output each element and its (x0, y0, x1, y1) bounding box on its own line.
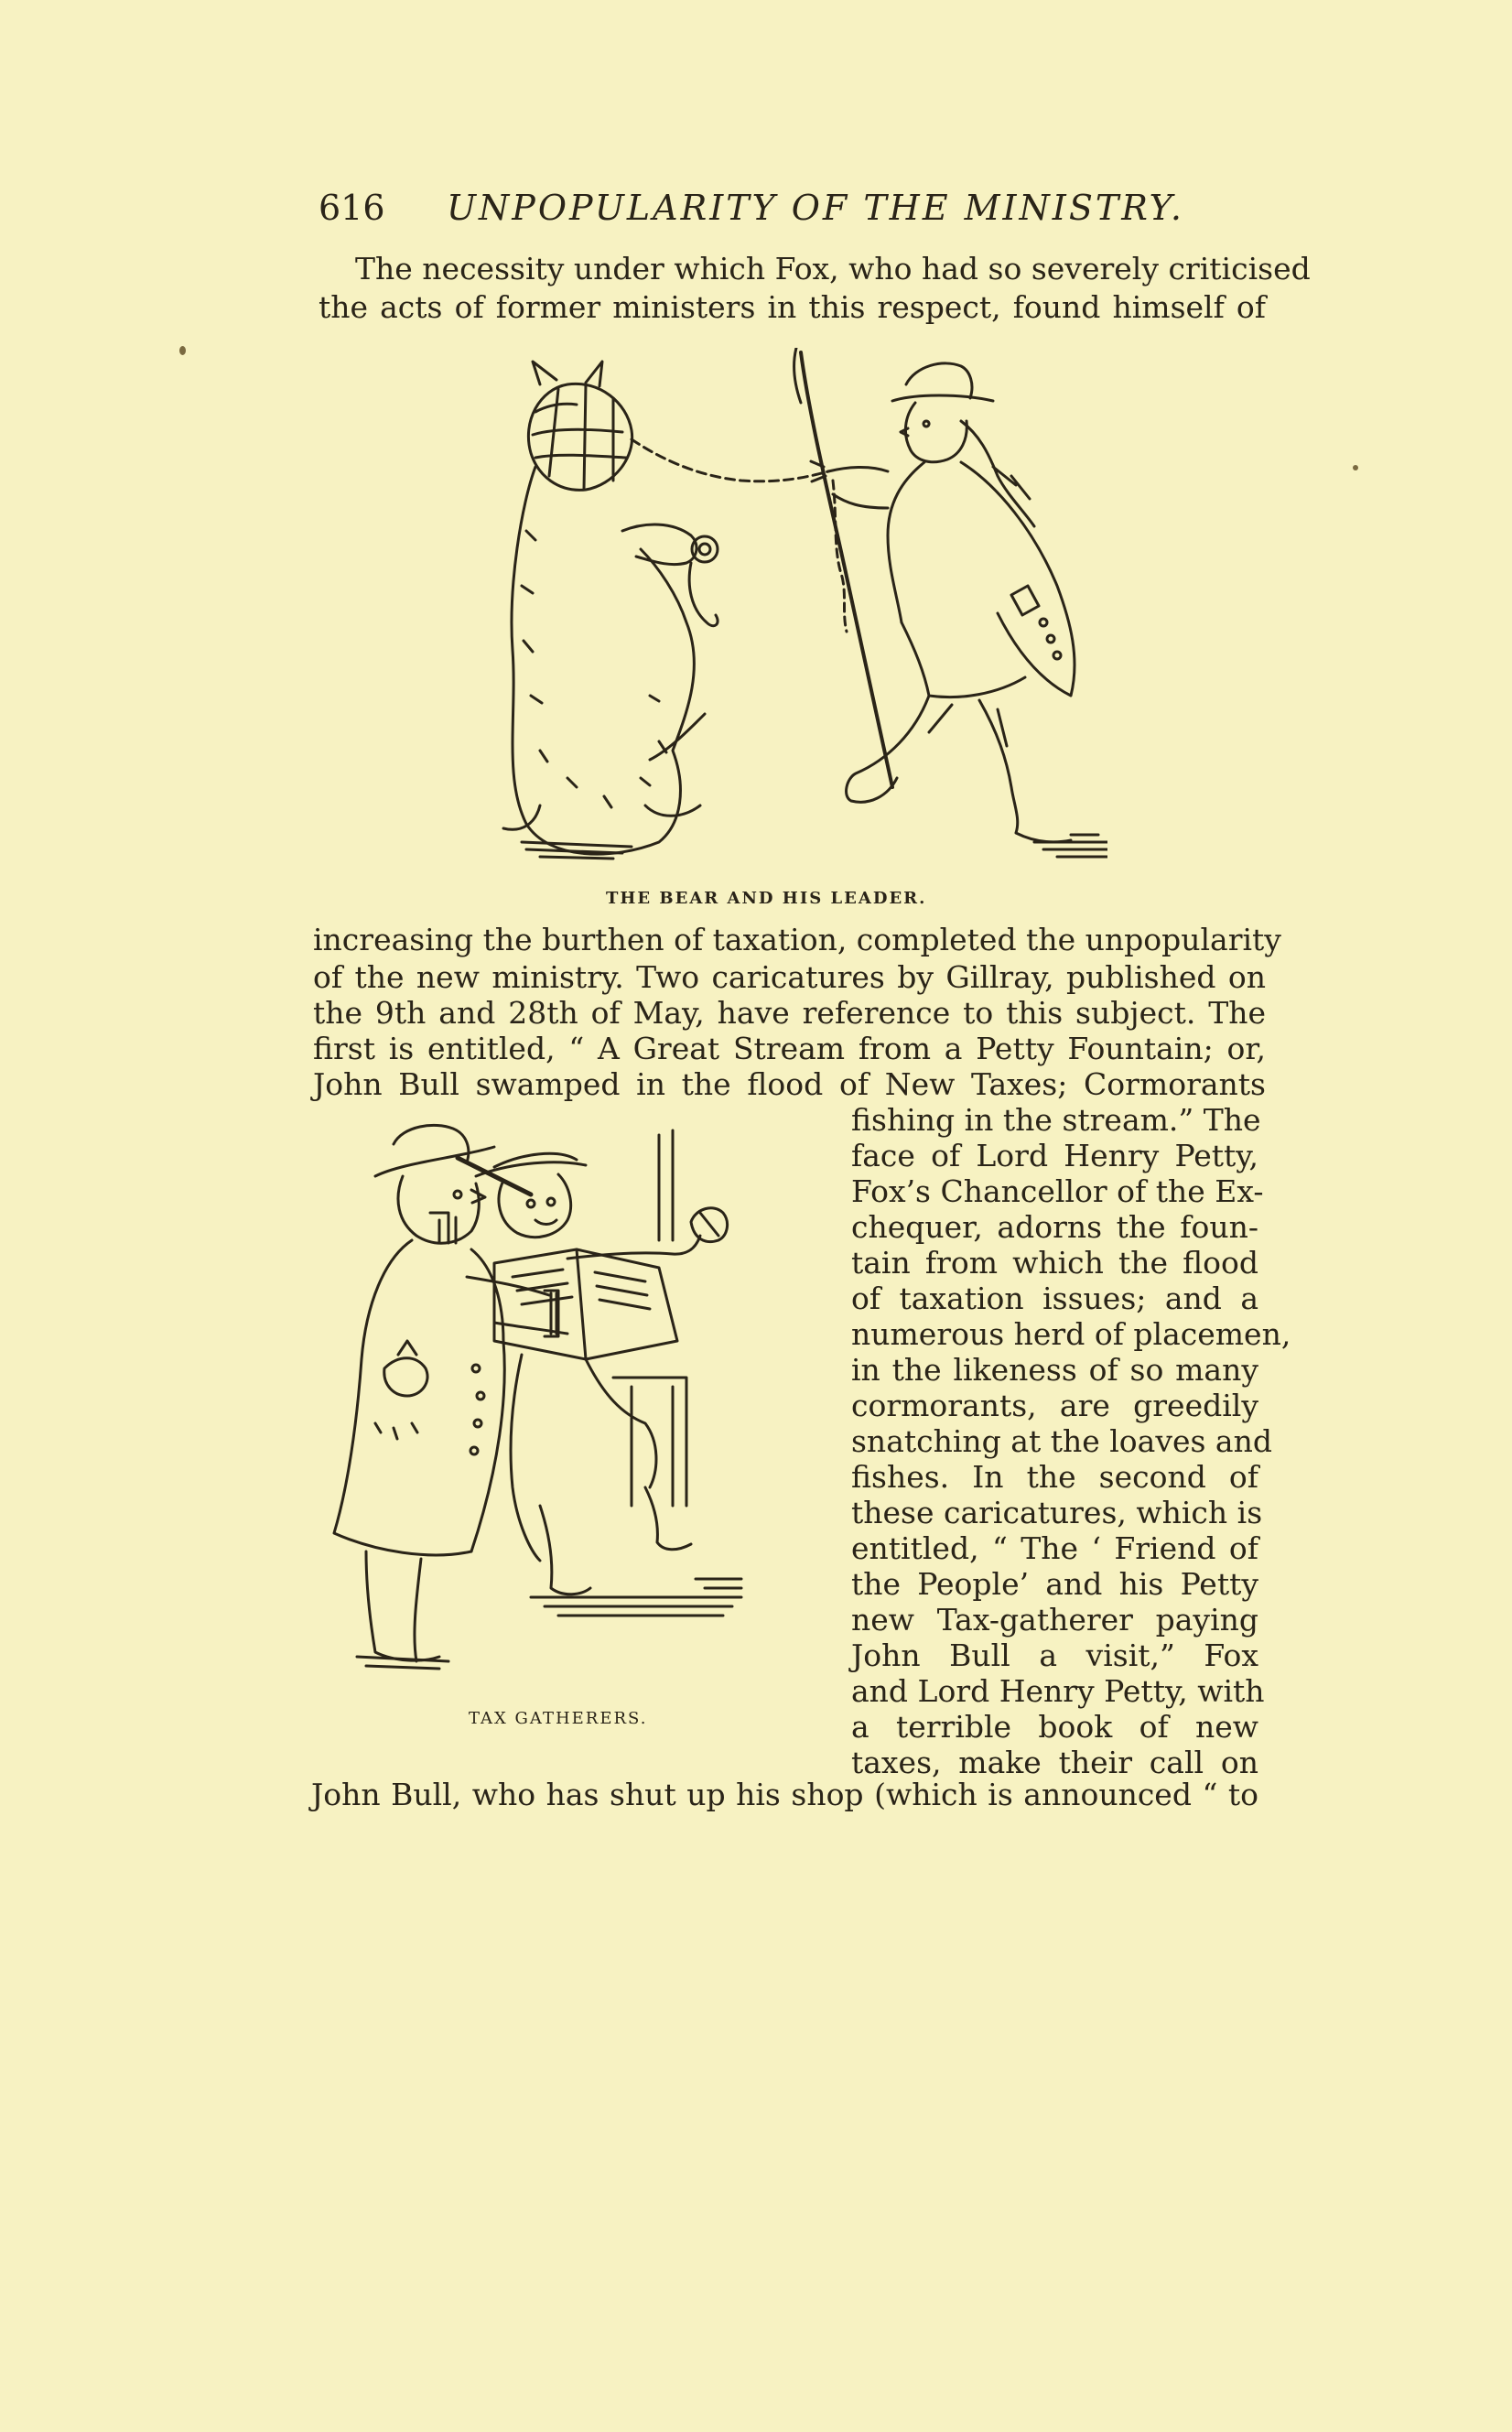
figure-caption: THE BEAR AND HIS LEADER. (606, 889, 927, 908)
text-line: a terrible book of new (851, 1709, 1258, 1745)
text-line: Fox’s Chancellor of the Ex- (851, 1173, 1264, 1209)
running-title: UNPOPULARITY OF THE MINISTRY. (447, 188, 1184, 228)
text-line: chequer, adorns the foun- (851, 1209, 1258, 1245)
text-line: cormorants, are greedily (851, 1388, 1258, 1423)
tax-gatherers-illustration (311, 1121, 851, 1689)
text-line: these caricatures, which is (851, 1495, 1263, 1530)
text-line: face of Lord Henry Petty, (851, 1138, 1258, 1173)
bear-and-leader-illustration (485, 348, 1107, 879)
text-line: John Bull, who has shut up his shop (which is announced “ to (311, 1777, 1258, 1812)
ink-speck (1353, 465, 1358, 470)
text-line: John Bull swamped in the flood of New Taxes; Cormorants (313, 1066, 1266, 1102)
page-number: 616 (319, 188, 385, 228)
text-line: entitled, “ The ‘ Friend of (851, 1530, 1258, 1566)
text-line: snatching at the loaves and (851, 1423, 1272, 1459)
text-line: numerous herd of placemen, (851, 1316, 1291, 1352)
text-line: and Lord Henry Petty, with (851, 1673, 1265, 1709)
text-line: the 9th and 28th of May, have reference to this subject. The (313, 995, 1266, 1031)
text-line: of taxation issues; and a (851, 1281, 1258, 1316)
text-line: in the likeness of so many (851, 1352, 1258, 1388)
text-line: fishing in the stream.” The (851, 1102, 1261, 1138)
text-line: John Bull a visit,” Fox (851, 1638, 1258, 1673)
text-line: of the new ministry. Two caricatures by Gillray, published on (313, 959, 1266, 995)
ink-speck (179, 346, 186, 355)
text-line: increasing the burthen of taxation, completed the unpopularity (313, 922, 1281, 957)
text-line: fishes. In the second of (851, 1459, 1258, 1495)
figure-caption: TAX GATHERERS. (469, 1709, 648, 1728)
text-line: tain from which the flood (851, 1245, 1258, 1281)
text-line: taxes, make their call on (851, 1745, 1258, 1780)
text-line: The necessity under which Fox, who had so severely criticised (355, 251, 1311, 286)
page-header (319, 188, 1270, 233)
text-line: first is entitled, “ A Great Stream from a Petty Fountain; or, (313, 1031, 1266, 1066)
text-line: new Tax-gatherer paying (851, 1602, 1258, 1638)
text-line: the People’ and his Petty (851, 1566, 1258, 1602)
text-line: the acts of former ministers in this respect, found himself of (319, 289, 1266, 325)
